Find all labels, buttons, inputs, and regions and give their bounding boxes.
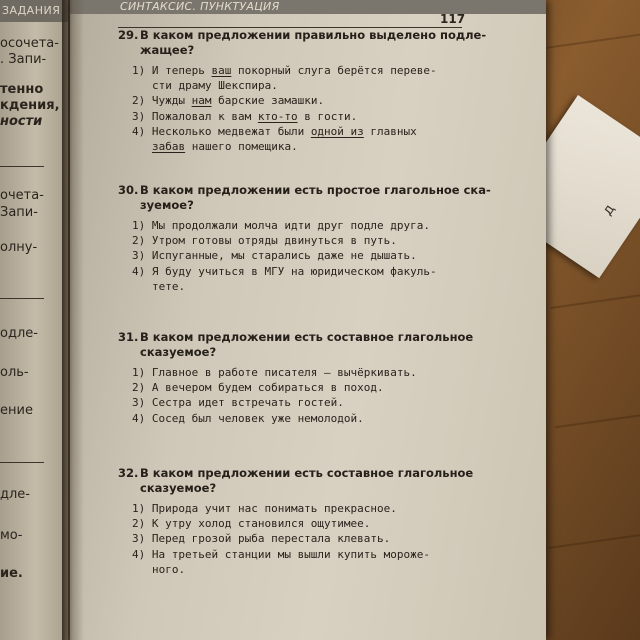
left-page-fragment: тенно [0, 82, 44, 97]
option-text: сти драму Шекспира. [152, 79, 278, 93]
option-text: 2) Утром готовы отряды двинуться в путь. [132, 234, 397, 248]
answer-option [118, 501, 478, 516]
answer-option-continuation [118, 78, 478, 93]
left-page-fragment: мо- [0, 528, 23, 543]
question-text: жащее? [140, 43, 195, 57]
left-page-fragment: кдения, [0, 98, 60, 113]
answer-option [118, 365, 478, 380]
option-text: 3) Пожаловал к вам [132, 109, 258, 123]
underlined-subject: нам [191, 94, 212, 108]
answer-option [118, 395, 478, 410]
option-text: в гости. [297, 109, 358, 123]
answer-option [118, 63, 478, 78]
question-text: зуемое? [140, 198, 194, 212]
question-number: 31. [118, 330, 139, 344]
underlined-subject: кто-то [257, 109, 298, 123]
option-text: тете. [152, 279, 186, 293]
answer-option [118, 248, 478, 263]
answer-option [118, 516, 478, 531]
answer-option [118, 264, 478, 279]
option-text: 3) Перед грозой рыба перестала клевать. [132, 532, 391, 546]
book-page [70, 0, 546, 640]
left-page-rule [0, 462, 44, 463]
answer-options [118, 501, 478, 577]
option-text: 3) Сестра идет встречать гостей. [132, 396, 344, 410]
answer-option [118, 531, 478, 546]
answer-option [118, 109, 478, 124]
answer-options [118, 63, 478, 154]
option-text: нашего помещика. [185, 140, 298, 154]
left-page-rule [0, 166, 44, 167]
left-page-fragment: ение [0, 403, 33, 418]
left-page-fragment: одле- [0, 326, 38, 341]
answer-option [118, 124, 478, 139]
option-text: 4) Я буду учиться в МГУ на юридическом факуль- [132, 264, 437, 278]
option-text: 2) Чужды [132, 94, 192, 108]
wood-grain [540, 32, 640, 49]
question-31 [118, 330, 478, 426]
answer-option-continuation [118, 139, 478, 154]
wood-grain [555, 414, 640, 429]
page-header: СИНТАКСИС. ПУНКТУАЦИЯ [120, 0, 280, 13]
question-text: В каком предложении есть составное глагольное [140, 466, 474, 480]
answer-option [118, 93, 478, 108]
question-number: 32. [118, 466, 139, 480]
left-page-rule [0, 298, 44, 299]
book-spine-shadow [62, 0, 84, 640]
answer-options [118, 365, 478, 426]
question-text: В каком предложении есть простое глагольное ска- [140, 183, 491, 197]
option-text: 2) К утру холод становился ощутимее. [132, 517, 371, 531]
question-text: сказуемое? [140, 481, 217, 495]
option-text: главных [363, 124, 417, 138]
left-page-fragment: ие. [0, 566, 23, 581]
option-text: 1) Природа учит нас понимать прекрасное. [132, 502, 397, 515]
page-number: 117 [440, 12, 466, 26]
background-paper-text: д [599, 201, 619, 219]
left-page-header: ЗАДАНИЯ [2, 4, 61, 17]
underlined-subject: одной из [310, 124, 364, 138]
left-page-fragment: оль- [0, 365, 29, 380]
option-text: 4) Несколько медвежат были [132, 124, 311, 138]
answer-option [118, 411, 478, 426]
question-text: В каком предложении есть составное глагольное [140, 330, 474, 344]
left-page-fragment: очета- [0, 188, 44, 203]
option-text: барские замашки. [211, 94, 325, 108]
left-page-fragment: Запи- [0, 205, 38, 220]
option-text: ного. [152, 562, 186, 576]
left-page-fragment: осочета- [0, 36, 59, 51]
option-text: 1) Главное в работе писателя — вычёркивать. [132, 366, 417, 379]
question-number: 30. [118, 183, 139, 197]
answer-option [118, 547, 478, 562]
left-page-fragment: олну- [0, 240, 38, 255]
option-text: 4) На третьей станции мы вышли купить мороже- [132, 547, 431, 561]
answer-option [118, 233, 478, 248]
answer-option-continuation [118, 562, 478, 577]
option-text: 2) А вечером будем собираться в поход. [132, 381, 384, 395]
underlined-subject: ваш [211, 64, 232, 77]
answer-options [118, 218, 478, 294]
underlined-subject: забав [152, 140, 186, 154]
question-30 [118, 183, 491, 294]
option-text: покорный слуга берётся переве- [231, 64, 437, 77]
answer-option [118, 218, 478, 233]
answer-option [118, 380, 478, 395]
question-text: В каком предложении правильно выделено подле- [140, 28, 487, 42]
option-text: 1) И теперь [132, 64, 212, 77]
left-book-page [0, 0, 68, 640]
question-number: 29. [118, 28, 139, 42]
question-text: сказуемое? [140, 345, 217, 359]
left-page-fragment: дле- [0, 487, 30, 502]
left-page-fragment: . Запи- [0, 52, 47, 67]
answer-option-continuation [118, 279, 478, 294]
question-32 [118, 466, 478, 577]
wood-grain [550, 293, 640, 309]
option-text: 3) Испуганные, мы старались даже не дышать. [132, 249, 417, 263]
question-29 [118, 28, 487, 154]
left-page-fragment: ности [0, 114, 43, 129]
option-text: 4) Сосед был человек уже немолодой. [132, 411, 364, 425]
wood-grain [548, 533, 640, 549]
option-text: 1) Мы продолжали молча идти друг подле друга. [132, 219, 431, 232]
